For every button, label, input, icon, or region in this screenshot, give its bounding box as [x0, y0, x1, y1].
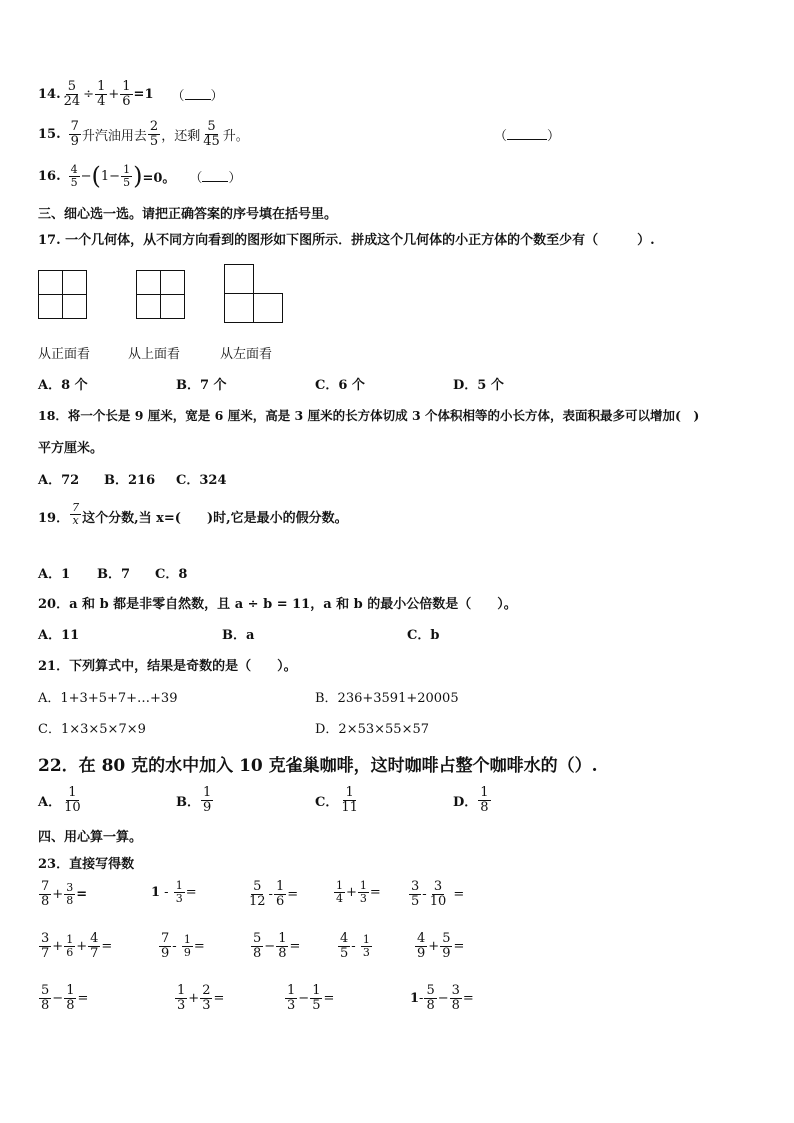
- q22-option-c-fraction: $\frac{1}{11}$: [341, 785, 358, 815]
- question-18-text-2: 平方厘米。: [38, 441, 104, 456]
- calc-3-1: $\frac{5}{8}$ − $\frac{1}{8}$ =: [41, 983, 89, 1013]
- q17-option-c[interactable]: C．6 个: [315, 378, 365, 393]
- q22-option-d-fraction: $\frac{1}{8}$: [480, 785, 489, 815]
- q22-option-b-fraction: $\frac{1}{9}$: [203, 785, 212, 815]
- calc-2-1: $\frac{3}{7}$ + $\frac{1}{6}$ + $\frac{4}{7}$ =: [41, 931, 113, 961]
- q19-fraction: $\frac{7}{x}$: [72, 501, 80, 527]
- q16-number: 16.: [38, 168, 61, 184]
- q16-fraction-1: $\frac{4}{5}$: [70, 163, 78, 189]
- q17-label-top: 从上面看: [128, 347, 181, 362]
- q21-option-b[interactable]: B．236+3591+20005: [315, 691, 459, 706]
- q20-option-c[interactable]: C．b: [407, 628, 440, 643]
- calc-1-2: 1 - $\frac{1}{3}$ =: [151, 879, 197, 905]
- q22-option-d[interactable]: D． $\frac{1}{8}$: [453, 785, 489, 815]
- q22-option-a-fraction: $\frac{1}{10}$: [64, 785, 81, 815]
- question-19: [38, 502, 348, 526]
- q18-option-a[interactable]: A．72: [38, 473, 80, 488]
- q16-minus: −: [80, 168, 92, 184]
- calc-1-4: $\frac{1}{4}$ + $\frac{1}{3}$ =: [336, 879, 381, 905]
- q15-answer-blank[interactable]: （ ）: [494, 128, 561, 144]
- q19-option-a[interactable]: A．1: [38, 567, 71, 582]
- q15-text-3: 升。: [222, 128, 249, 144]
- q18-option-b[interactable]: B．216: [104, 473, 156, 488]
- q21-option-c[interactable]: C．1×3×5×7×9: [38, 722, 146, 737]
- q17-option-d[interactable]: D．5 个: [453, 378, 504, 393]
- q14-fraction-3: $\frac{1}{6}$: [122, 79, 131, 109]
- calc-3-4: 1 - $\frac{5}{8}$ − $\frac{3}{8}$ =: [410, 983, 474, 1013]
- q22-option-b[interactable]: B． $\frac{1}{9}$: [176, 785, 212, 815]
- section-4-heading: 四、用心算一算。: [38, 830, 143, 845]
- q21-option-d[interactable]: D．2×53×55×57: [315, 722, 429, 737]
- section-3-heading: 三、细心选一选。请把正确答案的序号填在括号里。: [38, 207, 338, 222]
- q19-option-b[interactable]: B．7: [97, 567, 131, 582]
- q17-option-a[interactable]: A．8 个: [38, 378, 88, 393]
- calc-2-5: $\frac{4}{9}$ + $\frac{5}{9}$ =: [417, 931, 465, 961]
- calc-2-2: $\frac{7}{9}$ - $\frac{1}{9}$ =: [161, 931, 205, 961]
- left-view-figure: [224, 264, 284, 324]
- q14-div: ÷: [83, 86, 95, 102]
- q14-plus: +: [108, 86, 120, 102]
- q14-answer-blank[interactable]: （ ）: [171, 88, 224, 104]
- calc-1-1: $\frac{7}{8}$ + $\frac{3}{8}$ =: [41, 879, 88, 909]
- calc-3-2: $\frac{1}{3}$ + $\frac{2}{3}$ =: [177, 983, 225, 1013]
- q16-fraction-2: $\frac{1}{5}$: [123, 163, 131, 189]
- front-view-figure: [38, 270, 86, 318]
- q16-result: =0。: [142, 170, 176, 186]
- q19-number: 19．: [38, 511, 70, 527]
- calc-1-3: $\frac{5}{12}$ - $\frac{1}{6}$ =: [249, 879, 299, 909]
- calc-2-3: $\frac{5}{8}$ − $\frac{1}{8}$ =: [253, 931, 301, 961]
- q20-option-a[interactable]: A．11: [38, 628, 80, 643]
- q15-text-1: 升汽油用去: [81, 128, 147, 144]
- question-20-text: 20．a 和 b 都是非零自然数，且 a ÷ b = 11，a 和 b 的最小公倍数是（ ）。: [38, 597, 517, 612]
- calc-2-4: $\frac{4}{5}$ - $\frac{1}{3}$: [340, 931, 370, 961]
- q14-result: =1: [133, 86, 154, 102]
- calc-3-3: $\frac{1}{3}$ − $\frac{1}{5}$ =: [287, 983, 335, 1013]
- q19-text: 这个分数,当 x=( )时,它是最小的假分数。: [82, 511, 348, 527]
- q15-number: 15.: [38, 126, 61, 142]
- q16-right-paren: ): [133, 162, 143, 191]
- q22-option-c[interactable]: C． $\frac{1}{11}$: [315, 785, 358, 815]
- question-21-text: 21．下列算式中，结果是奇数的是（ ）。: [38, 659, 297, 674]
- q16-left-paren: (: [91, 162, 101, 191]
- q15-fraction-2: $\frac{2}{5}$: [149, 119, 159, 149]
- q14-number: 14.: [38, 86, 61, 102]
- question-16: [38, 162, 242, 191]
- q19-option-c[interactable]: C．8: [155, 567, 188, 582]
- q14-fraction-2: $\frac{1}{4}$: [97, 79, 106, 109]
- q21-option-a[interactable]: A．1+3+5+7+…+39: [38, 691, 178, 706]
- q18-option-c[interactable]: C．324: [176, 473, 227, 488]
- q17-option-b[interactable]: B．7 个: [176, 378, 227, 393]
- question-15: [38, 119, 561, 149]
- q16-answer-blank[interactable]: （ ）: [189, 170, 242, 186]
- q14-fraction-1: $\frac{5}{24}$: [63, 79, 81, 109]
- question-22-text: 22．在 80 克的水中加入 10 克雀巢咖啡，这时咖啡占整个咖啡水的（）.: [38, 756, 598, 776]
- q17-label-left: 从左面看: [220, 347, 273, 362]
- q22-option-a[interactable]: A． $\frac{1}{10}$: [38, 785, 81, 815]
- calc-1-5: $\frac{3}{5}$ - $\frac{3}{10}$ =: [411, 879, 465, 909]
- question-23-text: 23．直接写得数: [38, 857, 135, 872]
- q15-fraction-1: $\frac{7}{9}$: [70, 119, 79, 149]
- question-17-text: 17. 一个几何体，从不同方向看到的图形如下图所示．拼成这个几何体的小正方体的个数至少有（ ）.: [38, 233, 655, 248]
- q17-label-front: 从正面看: [38, 347, 91, 362]
- q16-one-minus: 1−: [100, 168, 121, 184]
- question-18-text: 18．将一个长是 9 厘米，宽是 6 厘米，高是 3 厘米的长方体切成 3 个体积相等的小长方体，表面积最多可以增加( ): [38, 408, 700, 423]
- q15-fraction-3: $\frac{5}{45}$: [203, 119, 220, 149]
- top-view-figure: [136, 270, 184, 318]
- q20-option-b[interactable]: B．a: [222, 628, 255, 643]
- q15-text-2: ，还剩: [161, 128, 201, 144]
- question-14: [38, 80, 224, 108]
